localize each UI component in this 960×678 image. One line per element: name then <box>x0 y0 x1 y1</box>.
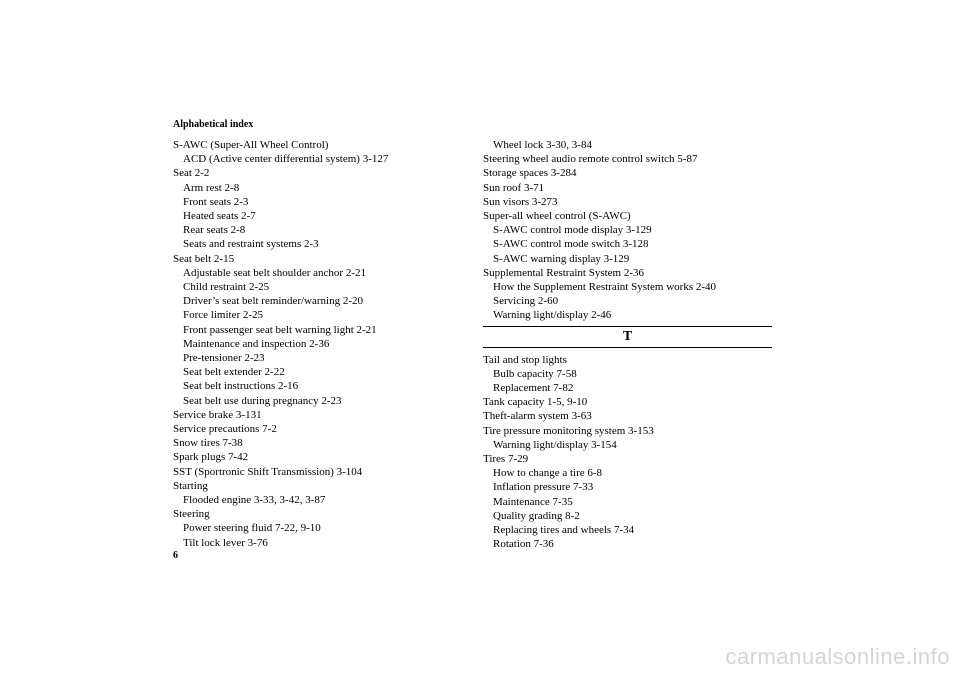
index-entry: Spark plugs 7-42 <box>173 451 249 464</box>
index-column-right <box>483 138 773 551</box>
index-subentry: Replacement 7-82 <box>493 382 574 395</box>
index-subentry: Maintenance and inspection 2-36 <box>183 337 330 350</box>
index-subentry: Seat belt use during pregnancy 2-23 <box>183 394 342 407</box>
index-entry: S-AWC (Super-All Wheel Control) <box>173 139 329 151</box>
index-subentry: Power steering fluid 7-22, 9-10 <box>183 522 321 535</box>
index-entry: SST (Sportronic Shift Transmission) 3-104 <box>173 465 363 478</box>
index-entry: Seat belt 2-15 <box>173 252 235 265</box>
index-entry: Storage spaces 3-284 <box>483 167 577 180</box>
index-subentry: Heated seats 2-7 <box>183 210 256 223</box>
index-subentry: Driver’s seat belt reminder/warning 2-20 <box>183 295 364 308</box>
index-entry: Tire pressure monitoring system 3-153 <box>483 424 654 437</box>
index-entry: Steering wheel audio remote control switch 5-87 <box>483 153 698 166</box>
index-entry: Theft-alarm system 3-63 <box>483 410 592 423</box>
index-entry: Tail and stop lights <box>483 353 567 366</box>
index-entry: Starting <box>173 479 208 492</box>
index-subentry: Bulb capacity 7-58 <box>493 367 577 380</box>
index-subentry: Arm rest 2-8 <box>183 181 240 194</box>
index-entry: Tires 7-29 <box>483 453 529 466</box>
page-number: 6 <box>173 550 178 561</box>
index-entry: Snow tires 7-38 <box>173 437 243 450</box>
index-entry: Service precautions 7-2 <box>173 423 277 436</box>
index-subentry: Servicing 2-60 <box>493 295 559 308</box>
index-entry: Steering <box>173 508 210 521</box>
index-subentry: Seats and restraint systems 2-3 <box>183 238 319 251</box>
index-subentry: Maintenance 7-35 <box>493 495 573 508</box>
index-subentry: Seat belt extender 2-22 <box>183 366 285 379</box>
index-list-before <box>483 138 773 323</box>
index-subentry: S-AWC control mode switch 3-128 <box>493 238 649 251</box>
index-subentry: Replacing tires and wheels 7-34 <box>493 524 635 537</box>
index-subentry: Wheel lock 3-30, 3-84 <box>493 139 592 151</box>
index-subentry: How the Supplement Restraint System works 2-40 <box>493 281 717 294</box>
index-subentry: Child restraint 2-25 <box>183 281 270 294</box>
index-subentry: Warning light/display 2-46 <box>493 309 612 322</box>
index-subentry: Inflation pressure 7-33 <box>493 481 594 494</box>
index-subentry: S-AWC warning display 3-129 <box>493 252 630 265</box>
index-entry: Sun visors 3-273 <box>483 195 558 208</box>
index-list-after <box>483 353 773 552</box>
index-subentry: Adjustable seat belt shoulder anchor 2-21 <box>183 266 366 279</box>
section-letter: T <box>622 328 633 344</box>
index-subentry: Pre-tensioner 2-23 <box>183 352 265 365</box>
index-entry: Seat 2-2 <box>173 167 210 180</box>
index-entry: Service brake 3-131 <box>173 408 262 421</box>
index-subentry: Warning light/display 3-154 <box>493 438 617 451</box>
index-subentry: Seat belt instructions 2-16 <box>183 380 299 393</box>
index-column-left <box>173 138 473 550</box>
index-entry: Super-all wheel control (S-AWC) <box>483 210 631 223</box>
index-subentry: Rotation 7-36 <box>493 538 554 551</box>
section-divider <box>483 326 772 348</box>
index-subentry: Rear seats 2-8 <box>183 224 246 237</box>
index-entry: Sun roof 3-71 <box>483 181 545 194</box>
page-header: Alphabetical index <box>173 119 254 130</box>
index-subentry: S-AWC control mode display 3-129 <box>493 224 652 237</box>
index-subentry: ACD (Active center differential system) 3-127 <box>183 153 389 166</box>
index-subentry: Force limiter 2-25 <box>183 309 264 322</box>
index-subentry: Tilt lock lever 3-76 <box>183 536 268 549</box>
index-subentry: Front passenger seat belt warning light 2-21 <box>183 323 377 336</box>
index-subentry: How to change a tire 6-8 <box>493 467 603 480</box>
index-subentry: Flooded engine 3-33, 3-42, 3-87 <box>183 494 326 507</box>
index-subentry: Quality grading 8-2 <box>493 509 580 522</box>
index-entry: Tank capacity 1-5, 9-10 <box>483 396 588 409</box>
watermark-text: carmanualsonline.info <box>725 644 950 669</box>
index-entry: Supplemental Restraint System 2-36 <box>483 266 645 279</box>
index-subentry: Front seats 2-3 <box>183 195 249 208</box>
